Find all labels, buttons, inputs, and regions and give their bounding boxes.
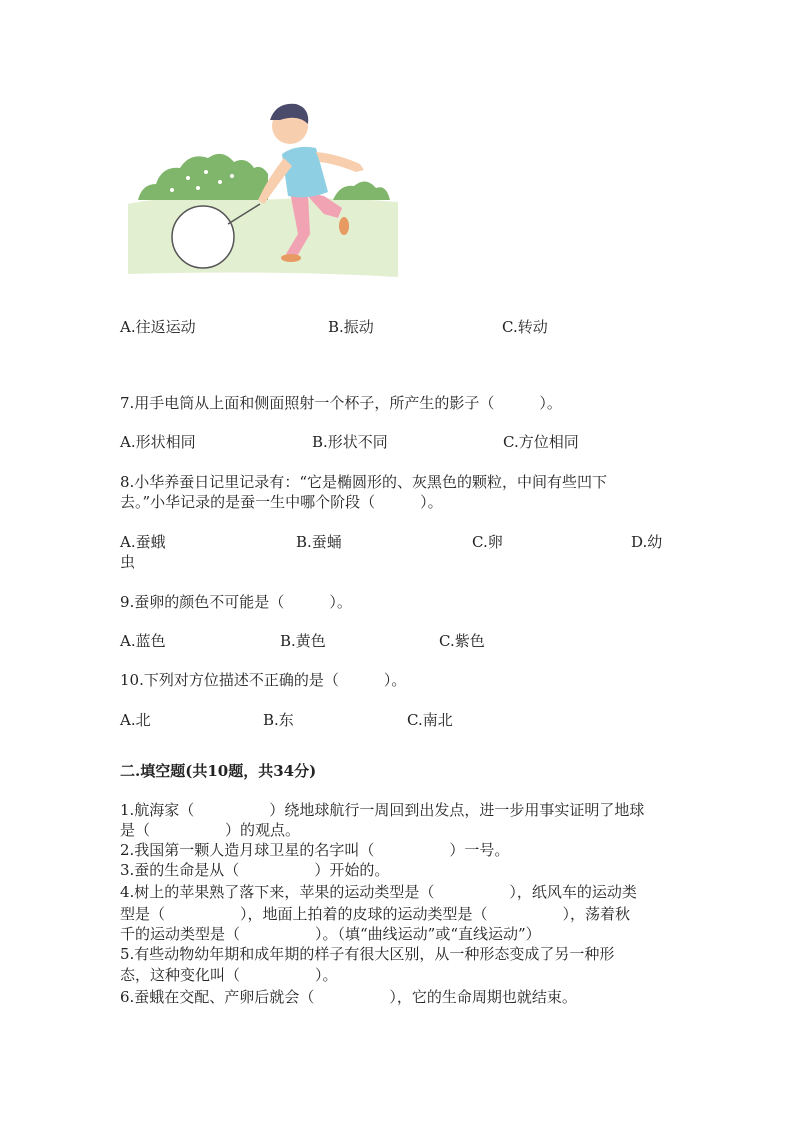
q6-option-b[interactable]: B.振动: [328, 318, 374, 336]
fill-line: 千的运动类型是（ ）。（填“曲线运动”或“直线运动”）: [120, 925, 541, 943]
boy-rolling-hoop-illustration: [128, 92, 398, 277]
fill-line: 1.航海家（ ）绕地球航行一周回到出发点，进一步用事实证明了地球: [120, 801, 645, 819]
q10-option-a[interactable]: A.北: [120, 711, 151, 729]
q8-option-d[interactable]: D.幼: [631, 533, 663, 551]
fill-line: 2.我国第一颗人造月球卫星的名字叫（ ）一号。: [120, 841, 510, 859]
q9-option-c[interactable]: C.紫色: [439, 632, 485, 650]
q6-option-c[interactable]: C.转动: [502, 318, 548, 336]
fill-line: 6.蚕蛾在交配、产卵后就会（ ），它的生命周期也就结束。: [120, 988, 577, 1006]
q9-option-b[interactable]: B.黄色: [280, 632, 326, 650]
q7-stem: 7.用手电筒从上面和侧面照射一个杯子，所产生的影子（ ）。: [120, 394, 562, 412]
q8-option-b[interactable]: B.蚕蛹: [296, 533, 342, 551]
q6-option-a[interactable]: A.往返运动: [120, 318, 196, 336]
q8-option-d-wrap: 虫: [120, 553, 136, 571]
fill-line: 态，这种变化叫（ ）。: [120, 966, 338, 984]
fill-line: 型是（ ），地面上拍着的皮球的运动类型是（ ），荡着秋: [120, 905, 631, 923]
q7-option-b[interactable]: B.形状不同: [312, 433, 388, 451]
q10-option-b[interactable]: B.东: [263, 711, 294, 729]
q7-option-a[interactable]: A.形状相同: [120, 433, 196, 451]
q8-option-a[interactable]: A.蚕蛾: [120, 533, 166, 551]
q7-option-c[interactable]: C.方位相同: [503, 433, 579, 451]
fill-line: 3.蚕的生命是从（ ）开始的。: [120, 861, 390, 879]
q8-stem-line2: 去。”小华记录的是蚕一生中哪个阶段（ ）。: [120, 493, 443, 511]
fill-line: 4.树上的苹果熟了落下来，苹果的运动类型是（ ），纸风车的运动类: [120, 883, 637, 901]
q10-stem: 10.下列对方位描述不正确的是（ ）。: [120, 671, 407, 689]
q10-option-c[interactable]: C.南北: [407, 711, 453, 729]
q9-option-a[interactable]: A.蓝色: [120, 632, 166, 650]
q8-stem-line1: 8.小华养蚕日记里记录有：“它是椭圆形的、灰黑色的颗粒，中间有些凹下: [120, 473, 607, 491]
section-title-fill-in: 二.填空题(共10题，共34分): [120, 762, 317, 780]
q9-stem: 9.蚕卵的颜色不可能是（ ）。: [120, 593, 352, 611]
fill-line: 5.有些动物幼年期和成年期的样子有很大区别，从一种形态变成了另一种形: [120, 945, 615, 963]
q8-option-c[interactable]: C.卵: [472, 533, 503, 551]
fill-line: 是（ ）的观点。: [120, 821, 301, 839]
